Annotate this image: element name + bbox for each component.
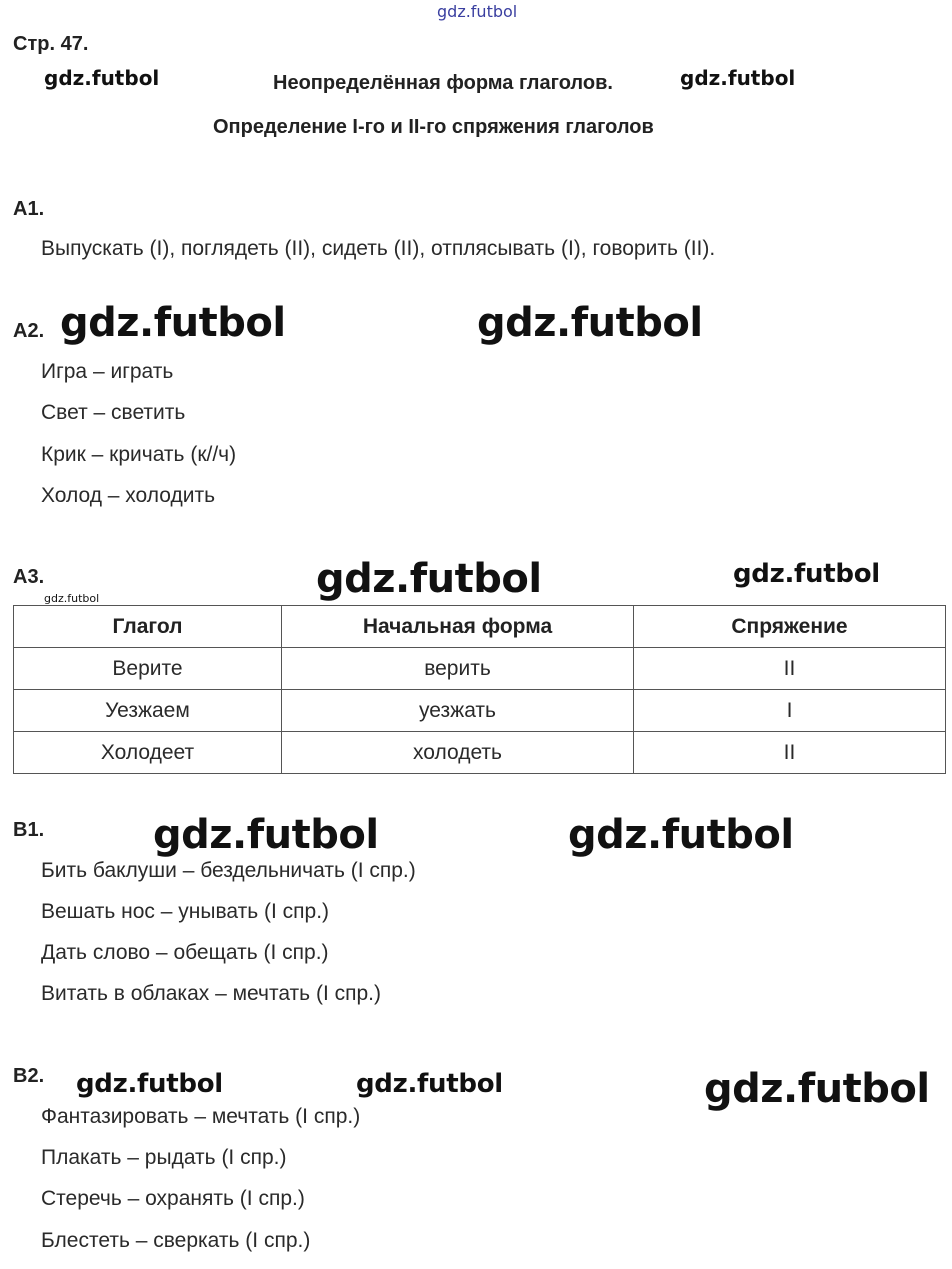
section-label-a2: А2. (13, 320, 45, 342)
a2-line: Холод – холодить (41, 484, 216, 507)
b1-line: Бить баклуши – бездельничать (I спр.) (41, 859, 416, 882)
page-number: Стр. 47. (13, 33, 89, 55)
column-header: Начальная форма (282, 606, 634, 648)
watermark: gdz.futbol (704, 1066, 930, 1112)
watermark: gdz.futbol (568, 812, 794, 858)
table-cell: II (634, 732, 946, 774)
table-cell: Верите (14, 648, 282, 690)
b1-line: Витать в облаках – мечтать (I спр.) (41, 982, 381, 1005)
watermark: gdz.futbol (733, 559, 880, 589)
a2-line: Игра – играть (41, 360, 174, 383)
b2-line: Блестеть – сверкать (I спр.) (41, 1229, 311, 1252)
watermark: gdz.futbol (76, 1069, 223, 1099)
watermark: gdz.futbol (153, 812, 379, 858)
table-cell: II (634, 648, 946, 690)
b2-line: Стеречь – охранять (I спр.) (41, 1187, 305, 1210)
page-subtitle: Определение I-го и II-го спряжения глаголов (213, 116, 654, 138)
watermark: gdz.futbol (477, 300, 703, 346)
column-header: Спряжение (634, 606, 946, 648)
a1-answer: Выпускать (I), поглядеть (II), сидеть (II), отплясывать (I), говорить (II). (41, 237, 716, 260)
watermark: gdz.futbol (60, 300, 286, 346)
table-cell: Уезжаем (14, 690, 282, 732)
a2-line: Крик – кричать (к//ч) (41, 443, 237, 466)
section-label-a1: А1. (13, 198, 45, 220)
b1-line: Дать слово – обещать (I спр.) (41, 941, 329, 964)
table-row (14, 648, 946, 690)
a2-line: Свет – светить (41, 401, 186, 424)
section-label-b2: В2. (13, 1065, 45, 1087)
table-cell: холодеть (282, 732, 634, 774)
watermark: gdz.futbol (316, 556, 542, 602)
watermark: gdz.futbol (44, 66, 160, 90)
table-cell: Холодеет (14, 732, 282, 774)
table-cell: уезжать (282, 690, 634, 732)
table-cell: верить (282, 648, 634, 690)
conjugation-table (13, 605, 946, 774)
table-header-row (14, 606, 946, 648)
watermark: gdz.futbol (356, 1069, 503, 1099)
column-header: Глагол (14, 606, 282, 648)
watermark: gdz.futbol (437, 2, 518, 21)
table-row (14, 690, 946, 732)
table-row (14, 732, 946, 774)
b2-line: Фантазировать – мечтать (I спр.) (41, 1105, 361, 1128)
watermark: gdz.futbol (44, 592, 100, 605)
page-title: Неопределённая форма глаголов. (273, 72, 613, 94)
table-cell: I (634, 690, 946, 732)
section-label-a3: А3. (13, 566, 45, 588)
watermark: gdz.futbol (680, 66, 796, 90)
b2-line: Плакать – рыдать (I спр.) (41, 1146, 287, 1169)
section-label-b1: В1. (13, 819, 45, 841)
b1-line: Вешать нос – унывать (I спр.) (41, 900, 330, 923)
